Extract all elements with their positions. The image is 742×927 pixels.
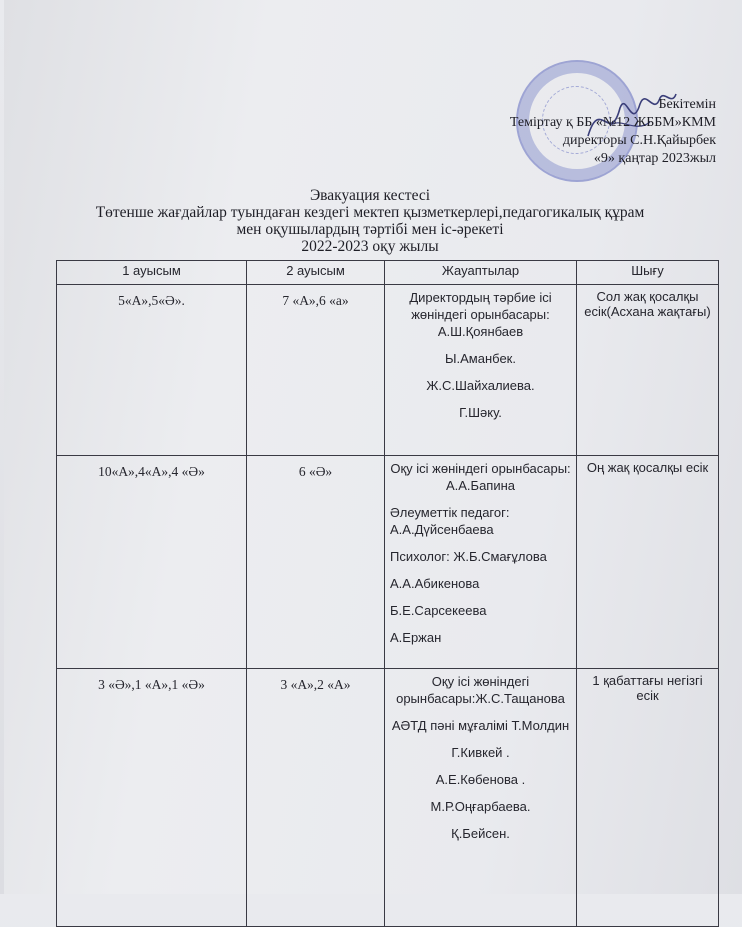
table-row [57, 285, 719, 456]
cell-shift-1: 3 «Ә»,1 «А»,1 «Ә» [57, 669, 247, 927]
cell-responsible [385, 456, 577, 669]
approval-organization: Теміртау қ ББ «№12 ЖББМ»КММ [509, 115, 716, 130]
title-subtitle-2: мен оқушылардың тәртібі мен іс-әрекеті [236, 221, 504, 238]
header-shift-2: 2 ауысым [247, 261, 385, 285]
responsible-entry: Директордың тәрбие ісі жөніндегі орынбасары: А.Ш.Қоянбаев [409, 290, 552, 339]
header-exit: Шығу [577, 261, 719, 285]
title-year: 2022-2023 оқу жылы [301, 238, 439, 255]
responsible-entry: Г.Кивкей . [451, 745, 510, 760]
cell-shift-2: 6 «Ә» [247, 456, 385, 669]
responsible-entry: Әлеуметтік педагог: А.А.Дүйсенбаева [390, 505, 510, 537]
responsible-entry: АӘТД пәні мұғалімі Т.Молдин [391, 718, 570, 733]
cell-exit: Оң жақ қосалқы есік [577, 456, 719, 669]
responsible-entry: Б.Е.Сарсекеева [390, 603, 487, 618]
cell-shift-2: 7 «А»,6 «а» [247, 285, 385, 456]
responsible-entry: Оқу ісі жөніндегі орынбасары:Ж.С.Тащанова [396, 674, 565, 706]
approval-block [480, 96, 716, 168]
responsible-entry: А.А.Абикенова [390, 576, 480, 591]
responsible-entry: Қ.Бейсен. [451, 826, 510, 841]
responsible-entry: Психолог: Ж.Б.Смағұлова [390, 549, 547, 564]
document-title [60, 187, 680, 255]
title-subtitle-1: Төтенше жағдайлар туындаған кездегі мектеп қызметкерлері,педагогикалық құрам [95, 204, 645, 221]
cell-shift-1: 10«А»,4«А»,4 «Ә» [57, 456, 247, 669]
approval-title: Бекітемін [658, 97, 716, 112]
header-shift-1: 1 ауысым [57, 261, 247, 285]
responsible-entry: А.Ержан [390, 630, 442, 645]
approval-date: «9» қаңтар 2023жыл [593, 151, 716, 166]
cell-exit: Сол жақ қосалқы есік(Асхана жақтағы) [577, 285, 719, 456]
cell-exit: 1 қабаттағы негізгі есік [577, 669, 719, 927]
responsible-entry: А.Е.Көбенова . [435, 772, 526, 787]
responsible-entry: Ы.Аманбек. [445, 351, 516, 366]
title-main: Эвакуация кестесі [309, 187, 431, 204]
responsible-entry: Г.Шәку. [459, 405, 502, 420]
table-row [57, 456, 719, 669]
cell-responsible [385, 669, 577, 927]
evacuation-table [56, 260, 719, 927]
cell-shift-2: 3 «А»,2 «А» [247, 669, 385, 927]
cell-responsible [385, 285, 577, 456]
approval-director: директоры С.Н.Қайырбек [562, 133, 716, 148]
table-header-row [57, 261, 719, 285]
header-responsible: Жауаптылар [385, 261, 577, 285]
responsible-entry: М.Р.Оңғарбаева. [430, 799, 531, 814]
responsible-entry: Ж.С.Шайхалиева. [426, 378, 535, 393]
responsible-entry: Оқу ісі жөніндегі орынбасары: А.А.Бапина [390, 461, 571, 493]
table-row [57, 669, 719, 927]
cell-shift-1: 5«А»,5«Ә». [57, 285, 247, 456]
